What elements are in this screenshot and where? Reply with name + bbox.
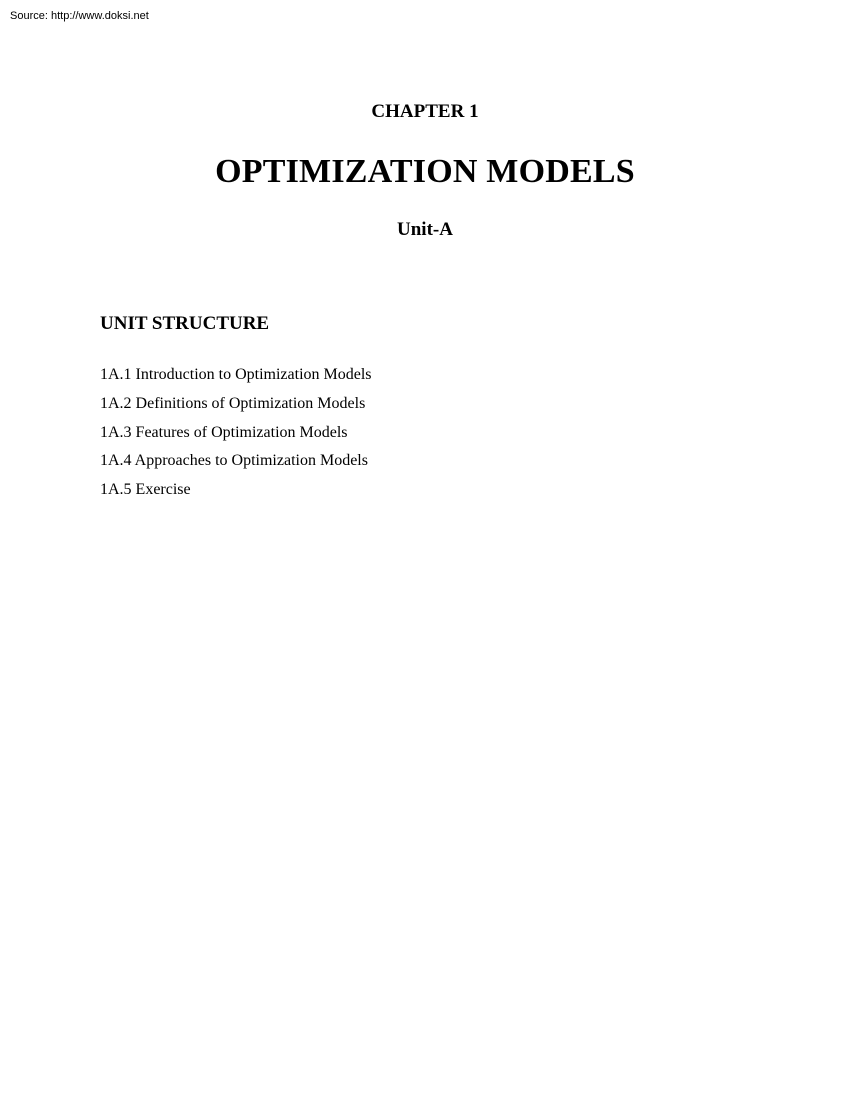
unit-structure-item: 1A.2 Definitions of Optimization Models bbox=[100, 394, 366, 412]
unit-structure-item: 1A.4 Approaches to Optimization Models bbox=[100, 452, 368, 470]
unit-structure-item: 1A.5 Exercise bbox=[100, 481, 191, 499]
chapter-label: CHAPTER 1 bbox=[371, 101, 479, 122]
chapter-title: OPTIMIZATION MODELS bbox=[215, 153, 635, 190]
unit-label: Unit-A bbox=[397, 219, 453, 240]
unit-structure-item: 1A.1 Introduction to Optimization Models bbox=[100, 366, 372, 383]
source-note: Source: http://www.doksi.net bbox=[10, 10, 149, 22]
unit-structure-item: 1A.3 Features of Optimization Models bbox=[100, 423, 348, 441]
unit-structure-heading: UNIT STRUCTURE bbox=[100, 313, 270, 334]
unit-structure-list bbox=[100, 364, 372, 508]
